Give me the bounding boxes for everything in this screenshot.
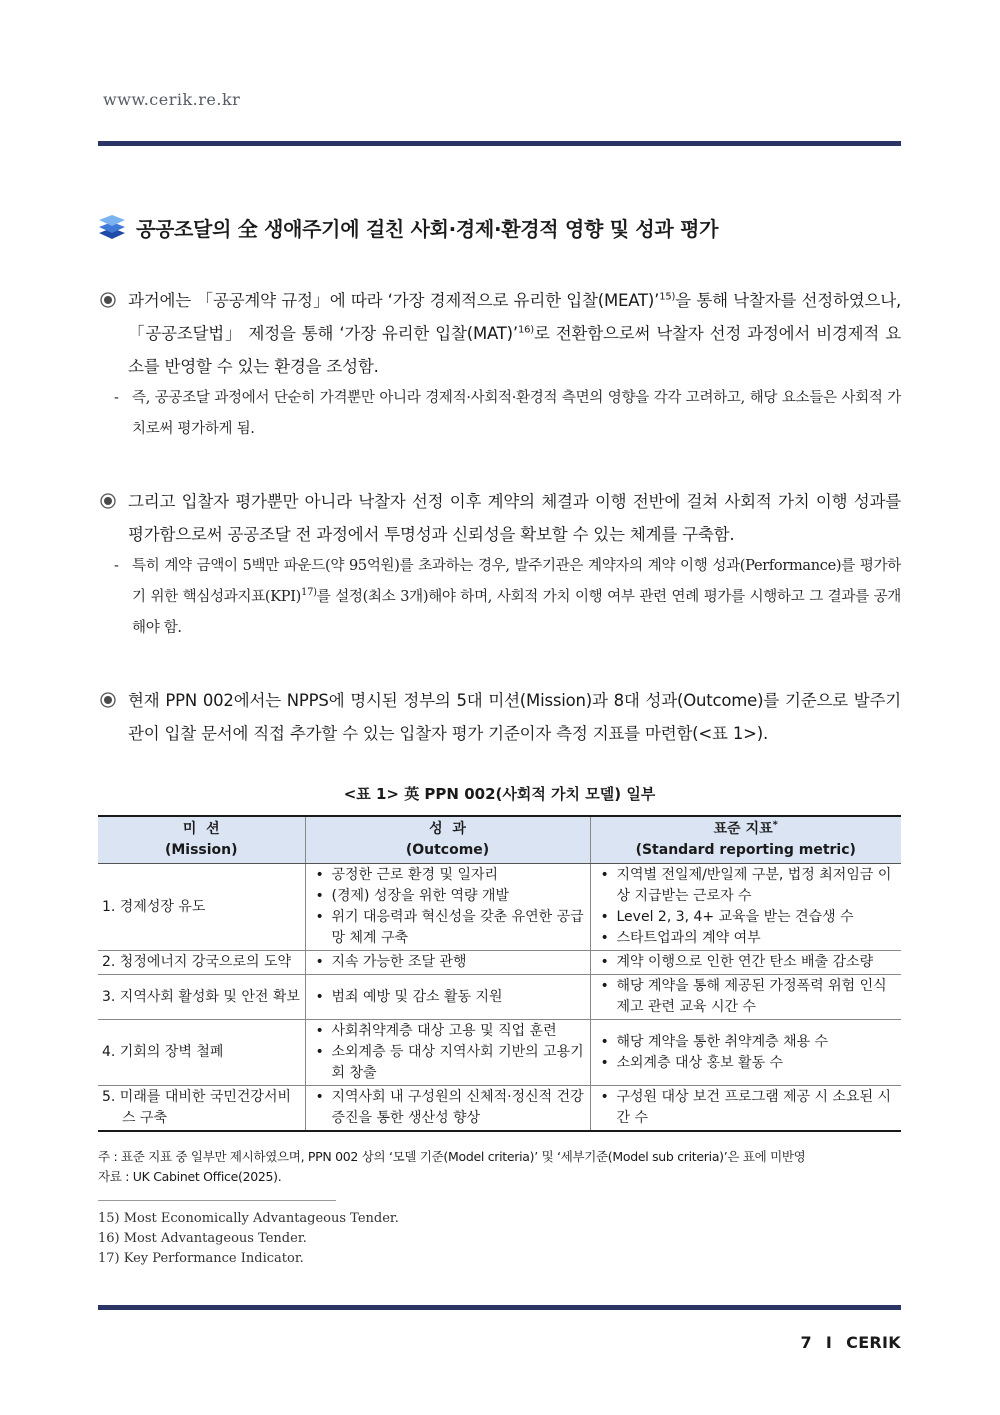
header-outcome	[305, 816, 590, 864]
header-ko: 표준 지표	[713, 821, 773, 837]
header-en: (Outcome)	[405, 842, 490, 858]
header-ko: 미 션	[182, 821, 220, 837]
header-en: (Standard reporting metric)	[635, 842, 856, 858]
metric-item: • 해당 계약을 통한 취약계층 채용 수	[595, 1032, 898, 1053]
metric-cell	[590, 975, 901, 1020]
outcome-cell	[305, 1020, 590, 1086]
footnote-mark: *	[772, 819, 778, 831]
header-metric	[590, 816, 901, 864]
footnote-ref: 16)	[517, 324, 534, 336]
circle-bullet-icon	[100, 692, 116, 708]
header-en: (Mission)	[164, 842, 238, 858]
table-caption: <표 1> 英 PPN 002(사회적 가치 모델) 일부	[343, 785, 656, 803]
footnote-ref: 15)	[659, 291, 676, 303]
metric-item: • Level 2, 3, 4+ 교육을 받는 견습생 수	[595, 907, 898, 928]
site-url: www.cerik.re.kr	[103, 90, 241, 109]
mission-text: 1. 경제성장 유도	[102, 898, 206, 915]
footer-brand: CERIK	[846, 1333, 901, 1352]
circle-bullet-icon	[100, 292, 116, 308]
metric-cell	[590, 951, 901, 975]
mission-cell	[98, 951, 305, 975]
metric-item: • 스타트업과의 계약 여부	[595, 928, 898, 949]
outcome-item: • 위기 대응력과 혁신성을 갖춘 유연한 공급망 체계 구축	[310, 907, 586, 949]
sub-text: 즉, 공공조달 과정에서 단순히 가격뿐만 아니라 경제적·사회적·환경적 측면의 영향을 각각 고려하고, 해당 요소들은 사회적 가치로써 평가하게 됨.	[132, 390, 901, 437]
table-note	[98, 1147, 901, 1187]
table-row	[98, 1086, 901, 1132]
footnote: 15) Most Economically Advantageous Tender.	[98, 1211, 399, 1226]
outcome-item: • (경제) 성장을 위한 역량 개발	[310, 886, 586, 907]
mission-cell	[98, 864, 305, 951]
mission-text: 4. 기회의 장벽 철폐	[102, 1044, 224, 1060]
metric-cell	[590, 1020, 901, 1086]
paragraph-main	[98, 485, 901, 551]
sub-text: 를 설정(최소 3개)해야 하며, 사회적 가치 이행 여부 관련 연례 평가를 시행하고 그 결과를 공개해야 함.	[132, 589, 901, 636]
paragraph-sub: - 특히 계약 금액이 5백만 파운드(약 95억원)를 초과하는 경우, 발주기관은 계약자의 계약 이행 성과(Performance)를 평가하기 위한 핵심성과지표(KPI)$^{17)}$를 설정(최소 3개)해야 하며, 사회적 가치 이행 여부 관련 연례 평가를 시행하고 그 결과를 공개해야 함.	[114, 558, 901, 636]
metric-item: • 계약 이행으로 인한 연간 탄소 배출 감소량	[595, 952, 898, 973]
section-title: 공공조달의 全 생애주기에 걸친 사회·경제·환경적 영향 및 성과 평가	[136, 216, 719, 241]
footnotes	[98, 1209, 399, 1269]
metric-item: • 해당 계약을 통해 제공된 가정폭력 위험 인식 제고 관련 교육 시간 수	[595, 976, 898, 1018]
table-row	[98, 975, 901, 1020]
paragraph-main	[98, 284, 901, 383]
circle-bullet-icon	[100, 493, 116, 509]
header-ko: 성 과	[429, 821, 466, 837]
table-row	[98, 864, 901, 951]
footnote-ref: 17)	[301, 587, 317, 599]
outcome-item: • 공정한 근로 환경 및 일자리	[310, 865, 586, 886]
paragraph-1	[98, 284, 901, 445]
data-table	[98, 815, 901, 1132]
page-footer	[800, 1333, 901, 1352]
outcome-item: • 사회취약계층 대상 고용 및 직업 훈련	[310, 1021, 586, 1042]
outcome-cell	[305, 951, 590, 975]
paragraph-3	[98, 684, 901, 750]
outcome-item: • 지역사회 내 구성원의 신체적·정신적 건강 증진을 통한 생산성 향상	[310, 1087, 586, 1129]
table-header-row	[98, 816, 901, 864]
bottom-rule	[98, 1305, 901, 1310]
metric-cell	[590, 864, 901, 951]
outcome-cell	[305, 975, 590, 1020]
metric-item: • 소외계층 대상 홍보 활동 수	[595, 1053, 898, 1074]
mission-text: 2. 청정에너지 강국으로의 도약	[102, 954, 291, 970]
metric-cell	[590, 1086, 901, 1132]
layers-icon	[98, 212, 126, 242]
mission-text: 3. 지역사회 활성화 및 안전 확보	[102, 988, 300, 1005]
section-heading	[98, 212, 901, 242]
header-mission	[98, 816, 305, 864]
metric-item: • 구성원 대상 보건 프로그램 제공 시 소요된 시간 수	[595, 1087, 898, 1129]
mission-text: 5. 미래를 대비한 국민건강서비스 구축	[102, 1089, 291, 1126]
metric-item: • 지역별 전일제/반일제 구분, 법정 최저임금 이상 지급받는 근로자 수	[595, 865, 898, 907]
paragraph-text: 을 통해 낙찰자를 선정하였으나, 「공공조달법」 제정을 통해 ‘가장 유리한 입찰(MAT)’	[128, 291, 901, 343]
mission-cell	[98, 975, 305, 1020]
footnote: 16) Most Advantageous Tender.	[98, 1231, 307, 1246]
outcome-cell	[305, 864, 590, 951]
paragraph-text: 현재 PPN 002에서는 NPPS에 명시된 정부의 5대 미션(Mission)과 8대 성과(Outcome)를 기준으로 발주기관이 입찰 문서에 직접 추가할 수 있는 입찰자 평가 기준이자 측정 지표를 마련함(<표 1>).	[128, 691, 901, 743]
footnote-divider	[98, 1200, 336, 1201]
paragraph-sub: - 즉, 공공조달 과정에서 단순히 가격뿐만 아니라 경제적·사회적·환경적 측면의 영향을 각각 고려하고, 해당 요소들은 사회적 가치로써 평가하게 됨.	[114, 390, 901, 437]
source-text: 자료 : UK Cabinet Office(2025).	[98, 1169, 282, 1184]
top-rule	[98, 141, 901, 146]
footnote: 17) Key Performance Indicator.	[98, 1251, 304, 1266]
mission-cell	[98, 1086, 305, 1132]
table-row	[98, 951, 901, 975]
table-row	[98, 1020, 901, 1086]
outcome-cell	[305, 1086, 590, 1132]
paragraph-main	[98, 684, 901, 750]
outcome-item: • 소외계층 등 대상 지역사회 기반의 고용기회 창출	[310, 1042, 586, 1084]
mission-cell	[98, 1020, 305, 1086]
paragraph-text: 로 전환함으로써 낙찰자 선정 과정에서 비경제적 요소를 반영할 수 있는 환경을 조성함.	[128, 324, 901, 376]
outcome-item: • 범죄 예방 및 감소 활동 지원	[310, 987, 586, 1008]
paragraph-2	[98, 485, 901, 644]
note-text: 주 : 표준 지표 중 일부만 제시하였으며, PPN 002 상의 ‘모델 기준(Model criteria)’ 및 ‘세부기준(Model sub criteria)’은 표에 미반영	[98, 1149, 806, 1164]
paragraph-text: 과거에는 「공공계약 규정」에 따라 ‘가장 경제적으로 유리한 입찰(MEAT)’	[128, 291, 660, 310]
page-number: 7	[800, 1333, 812, 1352]
outcome-item: • 지속 가능한 조달 관행	[310, 952, 586, 973]
sub-text: 특히 계약 금액이 5백만 파운드(약 95억원)를 초과하는 경우, 발주기관은 계약자의 계약 이행 성과(Performance)를 평가하기 위한 핵심성과지표(KPI)	[132, 558, 901, 605]
footer-separator: I	[825, 1333, 833, 1352]
paragraph-text: 그리고 입찰자 평가뿐만 아니라 낙찰자 선정 이후 계약의 체결과 이행 전반에 걸쳐 사회적 가치 이행 성과를 평가함으로써 공공조달 전 과정에서 투명성과 신뢰성을 확보할 수 있는 체계를 구축함.	[128, 492, 901, 544]
